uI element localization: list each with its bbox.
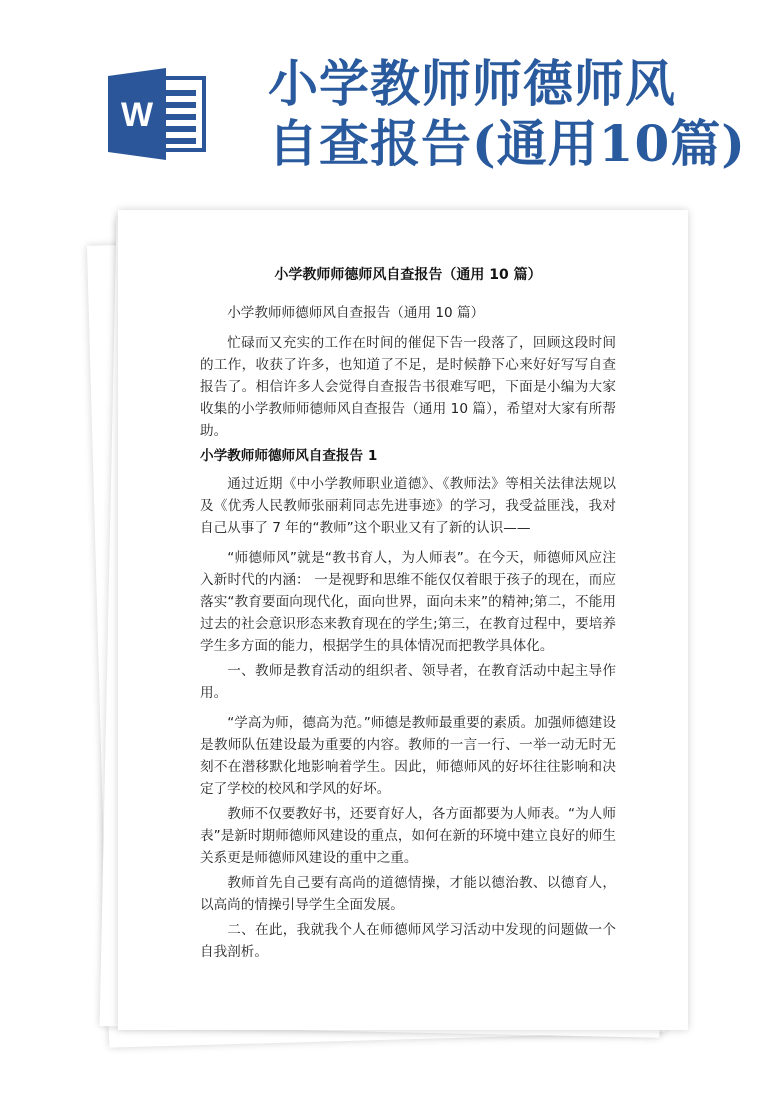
document-intro-line: 小学教师师德师风自查报告（通用 10 篇） [227, 305, 485, 321]
word-logo-letter: W [120, 96, 154, 134]
body-paragraph: “学高为师，德高为范。”师德是教师最重要的素质。加强师德建设是教师队伍建设最为重要的内容。教师的一言一行、一举一动无时无刻不在潜移默化地影响着学生。因此，师德师风的好坏往往影响和决定了学校的校风和学风的好坏。 [200, 715, 616, 797]
document-body [200, 262, 616, 966]
body-paragraph: 教师不仅要教好书，还要育好人，各方面都要为人师表。“为人师表”是新时期师德师风建设的重点，如何在新的环境中建立良好的师生关系更是师德师风建设的重中之重。 [200, 806, 616, 866]
word-logo-icon [108, 68, 208, 160]
body-paragraph: 通过近期《中小学教师职业道德》、《教师法》等相关法律法规以及《优秀人民教师张丽莉同志先进事迹》的学习，我受益匪浅，我对自己从事了 7 年的“教师”这个职业又有了新的认识—— [200, 476, 616, 536]
body-paragraph: 一、教师是教育活动的组织者、领导者，在教育活动中起主导作用。 [200, 663, 616, 701]
body-paragraph: 二、在此，我就我个人在师德师风学习活动中发现的问题做一个自我剖析。 [200, 922, 616, 960]
document-title: 小学教师师德师风自查报告（通用 10 篇） [274, 267, 542, 283]
page-title-line-2: 自查报告(通用10篇) [268, 114, 746, 173]
page-title [268, 54, 768, 174]
document-paragraph: 忙碌而又充实的工作在时间的催促下告一段落了，回顾这段时间的工作，收获了许多，也知道了不足，是时候静下心来好好写写自查报告了。相信许多人会觉得自查报告书很难写吧，下面是小编为大家收集的小学教师师德师风自查报告（通用 10 篇），希望对大家有所帮助。 [200, 335, 616, 439]
body-paragraph: 教师首先自己要有高尚的道德情操，才能以德治教、以德育人，以高尚的情操引导学生全面发展。 [200, 875, 616, 913]
section-heading: 小学教师师德师风自查报告 1 [200, 448, 378, 464]
page-title-line-1: 小学教师师德师风 [268, 54, 676, 113]
body-paragraph: “师德师风”就是“教书育人，为人师表”。在今天，师德师风应注入新时代的内涵： 一是视野和思维不能仅仅着眼于孩子的现在，而应落实“教育要面向现代化，面向世界，面向未来”的精神;第二，不能用过去的社会意识形态来教育现在的学生;第三，在教育过程中，要培养学生多方面的能力，根据学生的具体情况而把教学具体化。 [200, 550, 616, 654]
